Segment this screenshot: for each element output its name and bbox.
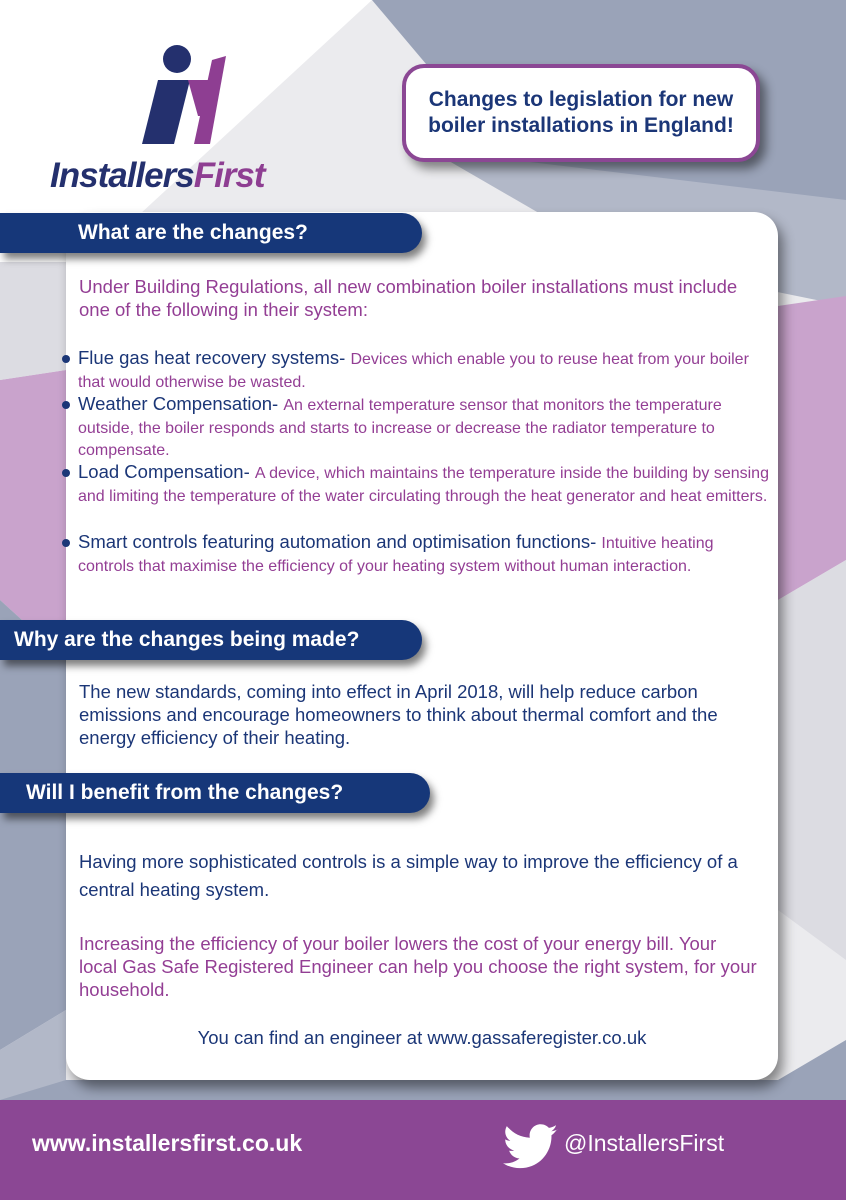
brand-wordmark-part2: First [193,156,265,195]
footer-bar [0,1100,846,1200]
bullet-description: Intuitive heating controls that maximise the efficiency of your heating system without human interaction. [78,535,714,575]
bullet-title: Smart controls featuring automation and optimisation functions- [78,531,602,552]
why-body: The new standards, coming into effect in April 2018, will help reduce carbon emissions and encourage homeowners to think about thermal comfort and the energy efficiency of their heating. [79,681,718,748]
website-link[interactable]: www.installersfirst.co.uk [32,1130,303,1156]
list-item [62,461,772,531]
bullet-description: An external temperature sensor that monitors the temperature outside, the boiler responds and starts to increase or decrease the radiator temperature to compensate. [78,397,722,459]
bullet-description: Devices which enable you to reuse heat from your boiler that would otherwise be wasted. [78,351,749,391]
list-item [62,531,772,578]
benefit-body: Having more sophisticated controls is a simple way to improve the efficiency of a central heating system. [79,851,738,900]
list-item [62,347,772,393]
changes-intro: Under Building Regulations, all new combination boiler installations must include one of the following in their system: [79,276,738,320]
section-heading-changes: What are the changes? [0,213,422,253]
twitter-bird-icon[interactable] [502,1124,560,1170]
bullet-title: Flue gas heat recovery systems- [78,347,351,368]
section-heading-benefit: Will I benefit from the changes? [0,773,430,813]
requirements-list [62,347,772,578]
twitter-handle[interactable]: @InstallersFirst [564,1130,725,1156]
bullet-title: Load Compensation- [78,461,255,482]
list-item [62,393,772,461]
engineer-link-text[interactable]: You can find an engineer at www.gassaferegister.co.uk [197,1027,647,1048]
bullet-title: Weather Compensation- [78,393,284,414]
brand-wordmark-part1: Installers [50,156,194,195]
headline-callout: Changes to legislation for new boiler installations in England! [402,64,760,162]
brand-wordmark [50,156,265,196]
bullet-description: A device, which maintains the temperature inside the building by sensing and limiting the temperature of the water circulating through the heat generator and heat emitters. [78,465,769,505]
benefit-cost-body: Increasing the efficiency of your boiler lowers the cost of your energy bill. Your local Gas Safe Registered Engineer can help you choose the right system, for your household. [79,933,757,1000]
section-heading-why: Why are the changes being made? [0,620,422,660]
